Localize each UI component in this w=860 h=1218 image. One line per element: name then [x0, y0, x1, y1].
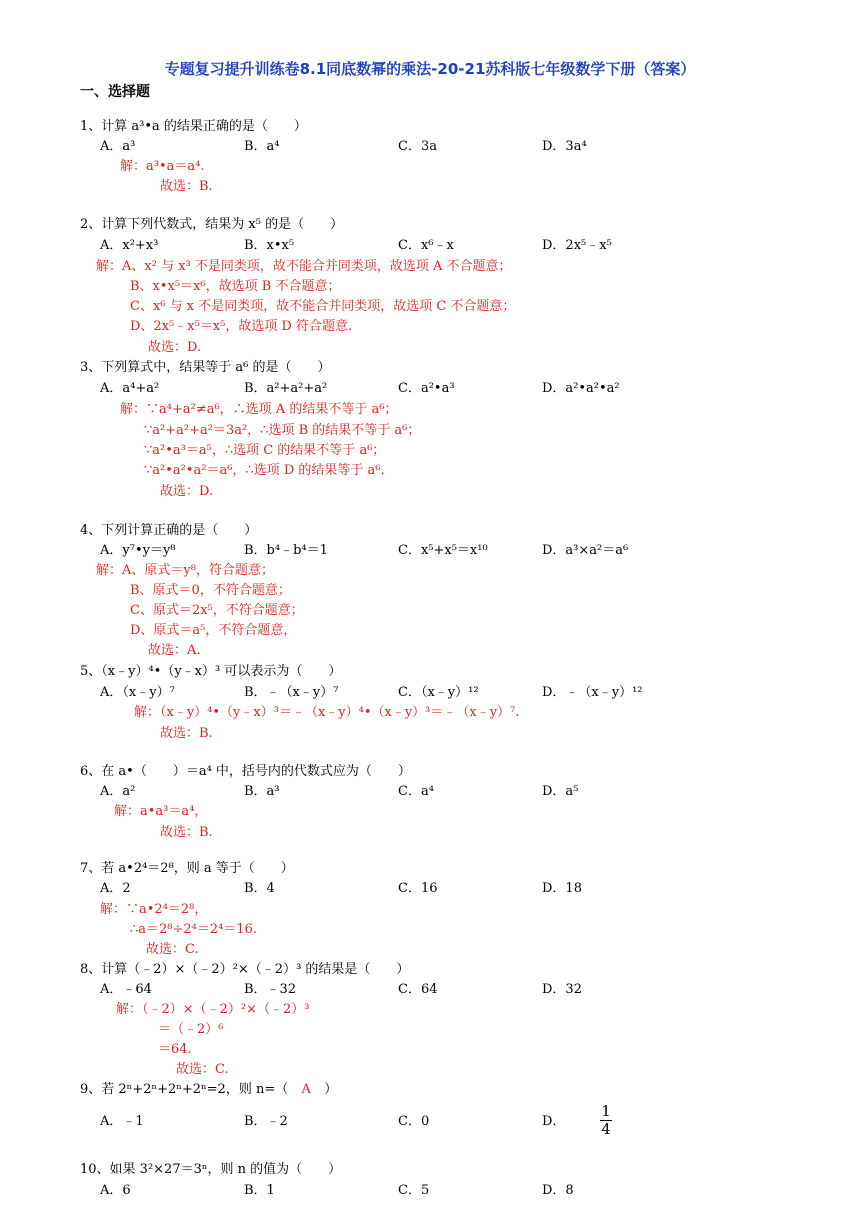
- solution-line: ＝（﹣2）⁶: [158, 1022, 224, 1037]
- option-d: D．18: [542, 881, 582, 896]
- question-stem: 5、（x﹣y）⁴•（y﹣x）³ 可以表示为（ ）: [80, 664, 342, 679]
- question-stem: 4、下列计算正确的是（ ）: [80, 523, 258, 538]
- question-stem: 7、若 a•2⁴＝2⁸，则 a 等于（ ）: [80, 861, 294, 876]
- document-title: 专题复习提升训练卷8.1同底数幂的乘法-20-21苏科版七年级数学下册（答案）: [164, 60, 696, 78]
- option-b: B．a³: [244, 784, 280, 799]
- option-b: B．1: [244, 1183, 275, 1198]
- option-c: C．3a: [398, 139, 437, 154]
- option-a: A．6: [100, 1183, 131, 1198]
- solution-line: 解：∵a⁴+a²≠a⁶，∴选项 A 的结果不等于 a⁶；: [120, 402, 398, 417]
- solution-line: 解：（﹣2）×（﹣2）²×（﹣2）³: [116, 1002, 310, 1017]
- option-a: A．y⁷•y＝y⁸: [100, 543, 176, 558]
- question-stem: 6、在 a•（ ）＝a⁴ 中，括号内的代数式应为（ ）: [80, 764, 411, 779]
- question-stem: [80, 1081, 337, 1099]
- solution-line: C、原式＝2x⁵，不符合题意；: [130, 603, 304, 618]
- section-heading: 一、选择题: [80, 84, 150, 100]
- option-b: B．﹣（x﹣y）⁷: [244, 685, 339, 700]
- solution-line: C、x⁶ 与 x 不是同类项，故不能合并同类项，故选项 C 不合题意；: [130, 299, 516, 314]
- solution-line: 解：A、原式＝y⁸，符合题意；: [96, 563, 274, 578]
- option-c: C．x⁵+x⁵＝x¹⁰: [398, 543, 488, 558]
- question-stem: 2、计算下列代数式，结果为 x⁵ 的是（ ）: [80, 217, 344, 232]
- solution-answer: 故选：B.: [160, 825, 213, 840]
- option-a: A．a⁴+a²: [100, 381, 160, 396]
- option-c: C．x⁶﹣x: [398, 238, 454, 253]
- fraction-one-quarter: [600, 1104, 612, 1137]
- solution-line: ∵a²•a³＝a⁵，∴选项 C 的结果不等于 a⁶；: [144, 443, 386, 458]
- solution-answer: 故选：D.: [160, 484, 214, 499]
- option-d: D．a⁵: [542, 784, 579, 799]
- question-stem: 3、下列算式中，结果等于 a⁶ 的是（ ）: [80, 360, 331, 375]
- question-stem: 10、如果 3²×27＝3ⁿ，则 n 的值为（ ）: [80, 1162, 342, 1177]
- solution-answer: 故选：A.: [148, 643, 201, 658]
- option-c: C．16: [398, 881, 438, 896]
- solution-line: 解：（x﹣y）⁴•（y﹣x）³＝﹣（x﹣y）⁴•（x﹣y）³＝﹣（x﹣y）⁷.: [134, 705, 520, 720]
- solution-answer: 故选：C.: [146, 942, 199, 957]
- option-a: A．a²: [100, 784, 136, 799]
- option-d: D．a³×a²＝a⁶: [542, 543, 629, 558]
- fraction-denominator: 4: [601, 1120, 611, 1138]
- option-a: A．（x﹣y）⁷: [100, 685, 175, 700]
- solution-line: ∴a＝2⁸÷2⁴＝2⁴＝16.: [130, 922, 258, 937]
- question-stem-text: 9、若 2ⁿ+2ⁿ+2ⁿ+2ⁿ=2，则 n=（: [80, 1082, 289, 1097]
- option-b: B．4: [244, 881, 275, 896]
- fraction-numerator: 1: [601, 1102, 611, 1120]
- option-b: B．﹣2: [244, 1114, 288, 1129]
- solution-line: D、2x⁵﹣x⁵＝x⁵，故选项 D 符合题意.: [130, 319, 353, 334]
- option-a: A．x²+x³: [100, 238, 159, 253]
- option-c: C．64: [398, 982, 438, 997]
- option-a: A．﹣64: [100, 982, 152, 997]
- option-c: C．0: [398, 1114, 430, 1129]
- solution-answer: 故选：B.: [160, 179, 213, 194]
- option-a: A．﹣1: [100, 1114, 144, 1129]
- option-d: D．3a⁴: [542, 139, 587, 154]
- option-b: B．a⁴: [244, 139, 280, 154]
- option-d: D．a²•a²•a²: [542, 381, 620, 396]
- option-d: D．2x⁵﹣x⁵: [542, 238, 612, 253]
- option-c: C．（x﹣y）¹²: [398, 685, 479, 700]
- solution-line: B、x•x⁵＝x⁶，故选项 B 不合题意；: [130, 279, 341, 294]
- option-b: B．﹣32: [244, 982, 297, 997]
- option-d: D．8: [542, 1183, 574, 1198]
- answer-mark: A: [301, 1082, 311, 1097]
- option-c: C．5: [398, 1183, 430, 1198]
- solution-line: B、原式＝0，不符合题意；: [130, 583, 291, 598]
- solution-line: ∵a²•a²•a²＝a⁶，∴选项 D 的结果等于 a⁶.: [144, 463, 385, 478]
- option-b: B．b⁴﹣b⁴＝1: [244, 543, 328, 558]
- solution-line: ∵a²+a²+a²＝3a²，∴选项 B 的结果不等于 a⁶；: [144, 423, 421, 438]
- solution-answer: 故选：C.: [176, 1062, 229, 1077]
- option-d: D．32: [542, 982, 582, 997]
- option-d: D．﹣（x﹣y）¹²: [542, 685, 643, 700]
- question-stem-end: ）: [324, 1082, 338, 1097]
- option-a: A．2: [100, 881, 131, 896]
- solution-line: 解：∵a•2⁴＝2⁸，: [100, 902, 208, 917]
- solution-answer: 故选：D.: [148, 340, 202, 355]
- option-b: B．a²+a²+a²: [244, 381, 328, 396]
- option-c: C．a⁴: [398, 784, 434, 799]
- option-b: B．x•x⁵: [244, 238, 295, 253]
- solution-line: 解：a•a³＝a⁴，: [114, 804, 208, 819]
- option-d: D．: [542, 1114, 566, 1129]
- solution-answer: 故选：B.: [160, 726, 213, 741]
- solution-line: ＝64.: [158, 1042, 192, 1057]
- question-stem: 1、计算 a³•a 的结果正确的是（ ）: [80, 119, 307, 134]
- solution-line: 解：a³•a＝a⁴.: [120, 159, 205, 174]
- option-c: C．a²•a³: [398, 381, 455, 396]
- solution-line: D、原式＝a⁵，不符合题意，: [130, 623, 297, 638]
- option-a: A．a³: [100, 139, 136, 154]
- solution-line: 解：A、x² 与 x³ 不是同类项，故不能合并同类项，故选项 A 不合题意；: [96, 259, 512, 274]
- question-stem: 8、计算（﹣2）×（﹣2）²×（﹣2）³ 的结果是（ ）: [80, 962, 410, 977]
